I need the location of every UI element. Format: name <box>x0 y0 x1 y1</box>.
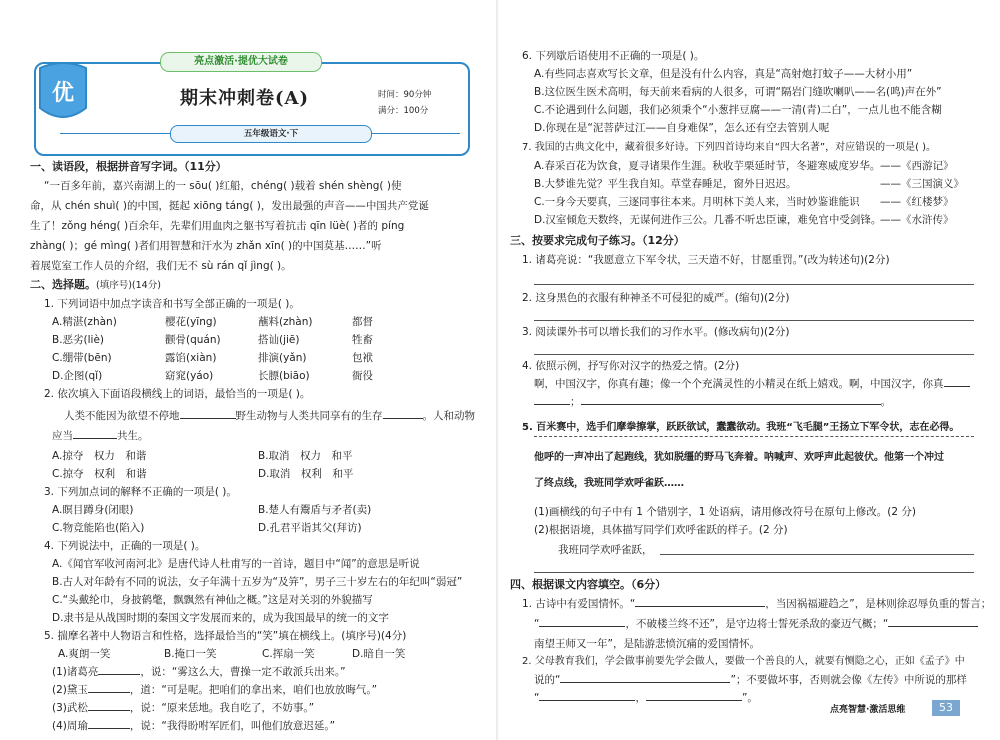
q1-cell: 露馅(xiàn) <box>165 352 217 364</box>
s3-q4-example <box>534 374 970 394</box>
section-4-title: 四、根据课文内容填空。（6分） <box>510 578 667 591</box>
q5-item-text: ，说：“雾这么大，曹操一定不敢派兵出来。” <box>140 666 346 678</box>
s4-text: “ <box>534 692 540 704</box>
q7-source: ——《水浒传》 <box>880 214 954 226</box>
footer-slogan: 点亮智慧·激活思维 <box>830 705 906 715</box>
q5-option: A.爽朗一笑 <box>58 648 111 660</box>
q2-text: 人类不能因为欲望不停地 <box>64 410 180 422</box>
q4-option: A.《闻官军收河南河北》是唐代诗人杜甫写的一首诗，题目中“闻”的意思是听说 <box>52 558 420 570</box>
q2-stem: 2. 依次填入下面语段横线上的词语，最恰当的一项是( )。 <box>44 388 311 400</box>
page-gutter <box>496 0 499 740</box>
time-label: 时间：90分钟 <box>378 90 432 100</box>
right-page <box>500 0 1000 740</box>
s3-q4-text: 啊，中国汉字，你真有趣；像一个个充满灵性的小精灵在纸上嬉戏。啊，中国汉字，你真 <box>534 378 944 390</box>
s1-line: 生了！zǒng héng( )百余年，先辈们用血肉之躯书写着抗击 qīn lüè( )者的 píng <box>30 220 405 232</box>
s1-line: zhàng( )；gé mìng( )者们用智慧和汗水为 zhǎn xīn( )的中国莫基……”听 <box>30 240 382 252</box>
q2-passage <box>64 406 475 426</box>
blank[interactable] <box>646 688 742 701</box>
answer-line[interactable] <box>534 572 974 573</box>
s4-text: 说的“ <box>534 674 561 686</box>
q1-cell: 颧骨(quán) <box>165 334 221 346</box>
q5-option: D.暗自一笑 <box>352 648 406 660</box>
s3-q3: 3. 阅读课外书可以增长我们的习作水平。(修改病句)(2分) <box>522 326 790 338</box>
badge-text: 优 <box>51 80 75 106</box>
q6-option: B.这位医生医术高明，每天前来看病的人很多，可谓“隔岩门缝吹喇叭——名(鸣)声在外” <box>534 86 942 98</box>
q5-item-text: ，道：“可是呢。把咱们的拿出来，咱们也放放晦气。” <box>129 684 378 696</box>
blank[interactable] <box>98 662 140 675</box>
q1-cell: A.精湛(zhàn) <box>52 316 117 328</box>
s4-text: ，不破楼兰终不还”，是守边将士誓死杀敌的豪迈气概；“ <box>625 618 889 630</box>
wavy-underline <box>534 436 974 437</box>
q7-source: ——《西游记》 <box>880 160 954 172</box>
q1-cell: 长膘(biāo) <box>258 370 310 382</box>
answer-line[interactable] <box>660 554 974 555</box>
q2-text: 共生。 <box>117 430 149 442</box>
blank[interactable] <box>383 406 423 419</box>
s3-q4: 4. 依照示例，抒写你对汉字的热爱之情。(2分) <box>522 360 740 372</box>
q4-punct: ； <box>570 396 581 408</box>
blank[interactable] <box>180 406 236 419</box>
section-2-note: (填序号)(14分) <box>96 280 161 291</box>
q7-poem: C.一身今天要真，三逐同事往本来。月明林下美人来，当时妙鉴谁能识 <box>534 196 860 208</box>
q7-poem: A.春采百花为饮食，夏寻诸果作生涯。秋收芋栗延时节，冬避寒威度岁华。 <box>534 160 881 172</box>
q7-poem: D.汉室倾危天数终，无谋何进作三公。几番不听忠臣谏，难免官中受剑锋。 <box>534 214 882 226</box>
q1-cell: 都督 <box>352 316 373 328</box>
blank[interactable] <box>73 426 117 439</box>
s1-line: 着展览室工作人员的介绍，我们无不 sù rán qǐ jìng( )。 <box>30 260 292 272</box>
q2-text: 应当 <box>52 430 73 442</box>
q2-option: A.掠夺 权力 和谐 <box>52 450 147 462</box>
page-title: 期末冲刺卷(A) <box>180 88 309 109</box>
q2-text: 。人和动物 <box>422 410 475 422</box>
s3-q2: 2. 这身黑色的衣服有种神圣不可侵犯的威严。(缩句)(2分) <box>522 292 790 304</box>
s1-line: 命，从 chén shuì( )的中国，挺起 xiōng táng( )，发出最强的声音——中国共产党诞 <box>30 200 429 212</box>
s4-text: ”；不要做坏事，否则就会像《左传》中所说的那样 <box>730 674 967 686</box>
s4-q1 <box>534 614 978 634</box>
s4-q2: 2. 父母教育我们，学会做事前要先学会做人，要做一个善良的人，就要有恻隐之心，正如《孟子》中 <box>522 656 965 667</box>
q2-option: D.取消 权利 和平 <box>258 468 354 480</box>
s4-text: ”。 <box>741 692 758 704</box>
section-1-title: 一、读语段，根据拼音写字词。（11分） <box>30 160 227 173</box>
q3-option: A.瞑目蹲身(闭眼) <box>52 504 134 516</box>
q7-poem: B.大梦谁先觉？平生我自知。草堂春睡足，窗外日迟迟。 <box>534 178 797 190</box>
score-label: 满分：100分 <box>378 106 429 116</box>
blank[interactable] <box>539 688 635 701</box>
q5-item-text: ，说：“我得盼咐军匠们，叫他们放意迟延。” <box>129 720 336 732</box>
q1-cell: 牲畜 <box>352 334 373 346</box>
blank[interactable] <box>88 698 130 711</box>
q3-option: C.物竞能陷也(陷入) <box>52 522 145 534</box>
s3-q5-passage: 他呼的一声冲出了起跑线，犹如脱缰的野马飞奔着。呐喊声、欢呼声此起彼伏。他第一个冲过 <box>534 452 944 463</box>
q1-stem: 1. 下列词语中加点字读音和书写全部正确的一项是( )。 <box>44 298 300 310</box>
s4-q2 <box>534 670 967 690</box>
s3-q4-answer <box>534 392 891 412</box>
q6-option: C.不论遇到什么问题，我们必须秉个“小葱拌豆腐——一清(青)二白”，一点儿也不能含糊 <box>534 104 942 116</box>
q3-option: D.孔君平诣其父(拜访) <box>258 522 362 534</box>
answer-line[interactable] <box>534 284 974 285</box>
q7-source: ——《三国演义》 <box>880 178 964 190</box>
s3-q1: 1. 诸葛亮说：“我愿意立下军令状，三天造不好，甘愿重罚。”(改为转述句)(2分) <box>522 254 890 266</box>
q3-option: B.楚人有鬻盾与矛者(卖) <box>258 504 372 516</box>
q7-stem: 7. 我国的古典文化中，藏着很多好诗。下列四首诗均来自“四大名著”，对应错误的一项是( )。 <box>522 142 937 153</box>
q1-cell: B.恶劣(liè) <box>52 334 105 346</box>
blank[interactable] <box>88 716 130 729</box>
blank[interactable] <box>944 374 970 387</box>
blank[interactable] <box>534 392 570 405</box>
answer-line[interactable] <box>534 320 974 321</box>
q2-option: C.掠夺 权利 和谐 <box>52 468 147 480</box>
blank[interactable] <box>888 614 978 627</box>
q4-stem: 4. 下列说法中，正确的一项是( )。 <box>44 540 206 552</box>
s3-q5-passage: 了终点线，我班同学欢呼雀跃…… <box>534 478 684 489</box>
q6-stem: 6. 下列歇后语使用不正确的一项是( )。 <box>522 50 705 62</box>
q1-cell: 搭讪(jiē) <box>258 334 300 346</box>
blank[interactable] <box>539 614 625 627</box>
q6-option: A.有些同志喜欢写长文章，但是没有什么内容，真是“高射炮打蚊子——大材小用” <box>534 68 913 80</box>
s1-line: “一百多年前，嘉兴南湖上的一 sōu( )红船，chéng( )载着 shén shèng( )使 <box>44 180 402 192</box>
q4-option: B.古人对年龄有不同的说法，女子年满十五岁为“及笄”，男子三十岁左右的年纪叫“弱冠” <box>52 576 463 588</box>
s4-text: 1. 古诗中有爱国情怀。“ <box>522 598 636 610</box>
q5-item <box>52 680 377 700</box>
q1-cell: 樱花(yīng) <box>165 316 217 328</box>
q1-cell: 排演(yǎn) <box>258 352 307 364</box>
q1-cell: 衙役 <box>352 370 373 382</box>
s3-q5-sub: (1)画横线的句子中有 1 个错别字，1 处语病，请用修改符号在原句上修改。(2 分) <box>534 506 916 518</box>
q5-item <box>52 698 314 718</box>
s3-q5-sub: (2)根据语境，具体描写同学们欢呼雀跃的样子。(2 分) <box>534 524 788 536</box>
q5-stem: 5. 揣摩名著中人物语言和性格，选择最恰当的“笑”填在横线上。(填序号)(4分) <box>44 630 407 642</box>
q5-item <box>52 662 346 682</box>
q5-item-label: (2)黛玉 <box>52 684 88 696</box>
series-banner: 亮点激活·提优大试卷 <box>160 52 322 72</box>
q6-option: D.你现在是“泥菩萨过江——自身难保”，怎么还有空去管别人呢 <box>534 122 830 134</box>
s3-q5-answer-prompt: 我班同学欢呼雀跃， <box>558 544 653 556</box>
s3-q5: 5. 百米赛中，选手们摩拳擦掌，跃跃欲试，蠢蠢欲动。我班“飞毛腿”王扬立下军令状，志在必得。 <box>522 422 960 433</box>
s4-text: “ <box>534 618 540 630</box>
blank[interactable] <box>635 594 765 607</box>
badge-icon <box>34 60 92 124</box>
blank[interactable] <box>88 680 130 693</box>
q1-cell: 包袱 <box>352 352 373 364</box>
q5-item-label: (1)诸葛亮 <box>52 666 99 678</box>
q5-option: C.挥扇一笑 <box>262 648 315 660</box>
q4-option: D.隶书是从战国时期的秦国文字发展而来的，成为我国最早的统一的文字 <box>52 612 389 624</box>
q5-option: B.掩口一笑 <box>164 648 217 660</box>
q7-source: ——《红楼梦》 <box>880 196 954 208</box>
s4-text: ，当因祸福避趋之”，是林则徐忍辱负重的誓言； <box>765 598 992 610</box>
q5-item-label: (3)武松 <box>52 702 88 714</box>
answer-line[interactable] <box>534 354 974 355</box>
q5-item <box>52 716 335 736</box>
s4-q2 <box>534 688 758 708</box>
q2-option: B.取消 权力 和平 <box>258 450 353 462</box>
q1-cell: D.企图(qǐ) <box>52 370 103 382</box>
q4-punct: 。 <box>880 396 891 408</box>
section-2-heading: 二、选择题。 <box>30 278 96 291</box>
q5-item-label: (4)周瑜 <box>52 720 88 732</box>
q5-item-text: ，说：“原来恁地。我自吃了，不妨事。” <box>129 702 315 714</box>
q2-text: 野生动物与人类共同享有的生存 <box>235 410 383 422</box>
blank[interactable] <box>581 392 881 405</box>
page-number: 53 <box>932 700 960 716</box>
grade-label: 五年级语文·下 <box>170 125 372 143</box>
q1-cell: 窈窕(yáo) <box>165 370 214 382</box>
q4-option: C.“头戴纶巾，身披鹤氅，飘飘然有神仙之概。”这是对关羽的外貌描写 <box>52 594 373 606</box>
s4-q1 <box>522 594 991 614</box>
q2-passage <box>52 426 149 446</box>
s4-q1: 南望王师又一年”，是陆游悲愤沉痛的爱国情怀。 <box>534 638 760 650</box>
section-2-title <box>30 276 161 292</box>
section-3-title: 三、按要求完成句子练习。（12分） <box>510 234 685 247</box>
q1-cell: 蘸料(zhàn) <box>258 316 313 328</box>
blank[interactable] <box>560 670 730 683</box>
q3-stem: 3. 下列加点词的解释不正确的一项是( )。 <box>44 486 237 498</box>
s4-text: ， <box>635 692 646 704</box>
q1-cell: C.绷带(bēn) <box>52 352 112 364</box>
